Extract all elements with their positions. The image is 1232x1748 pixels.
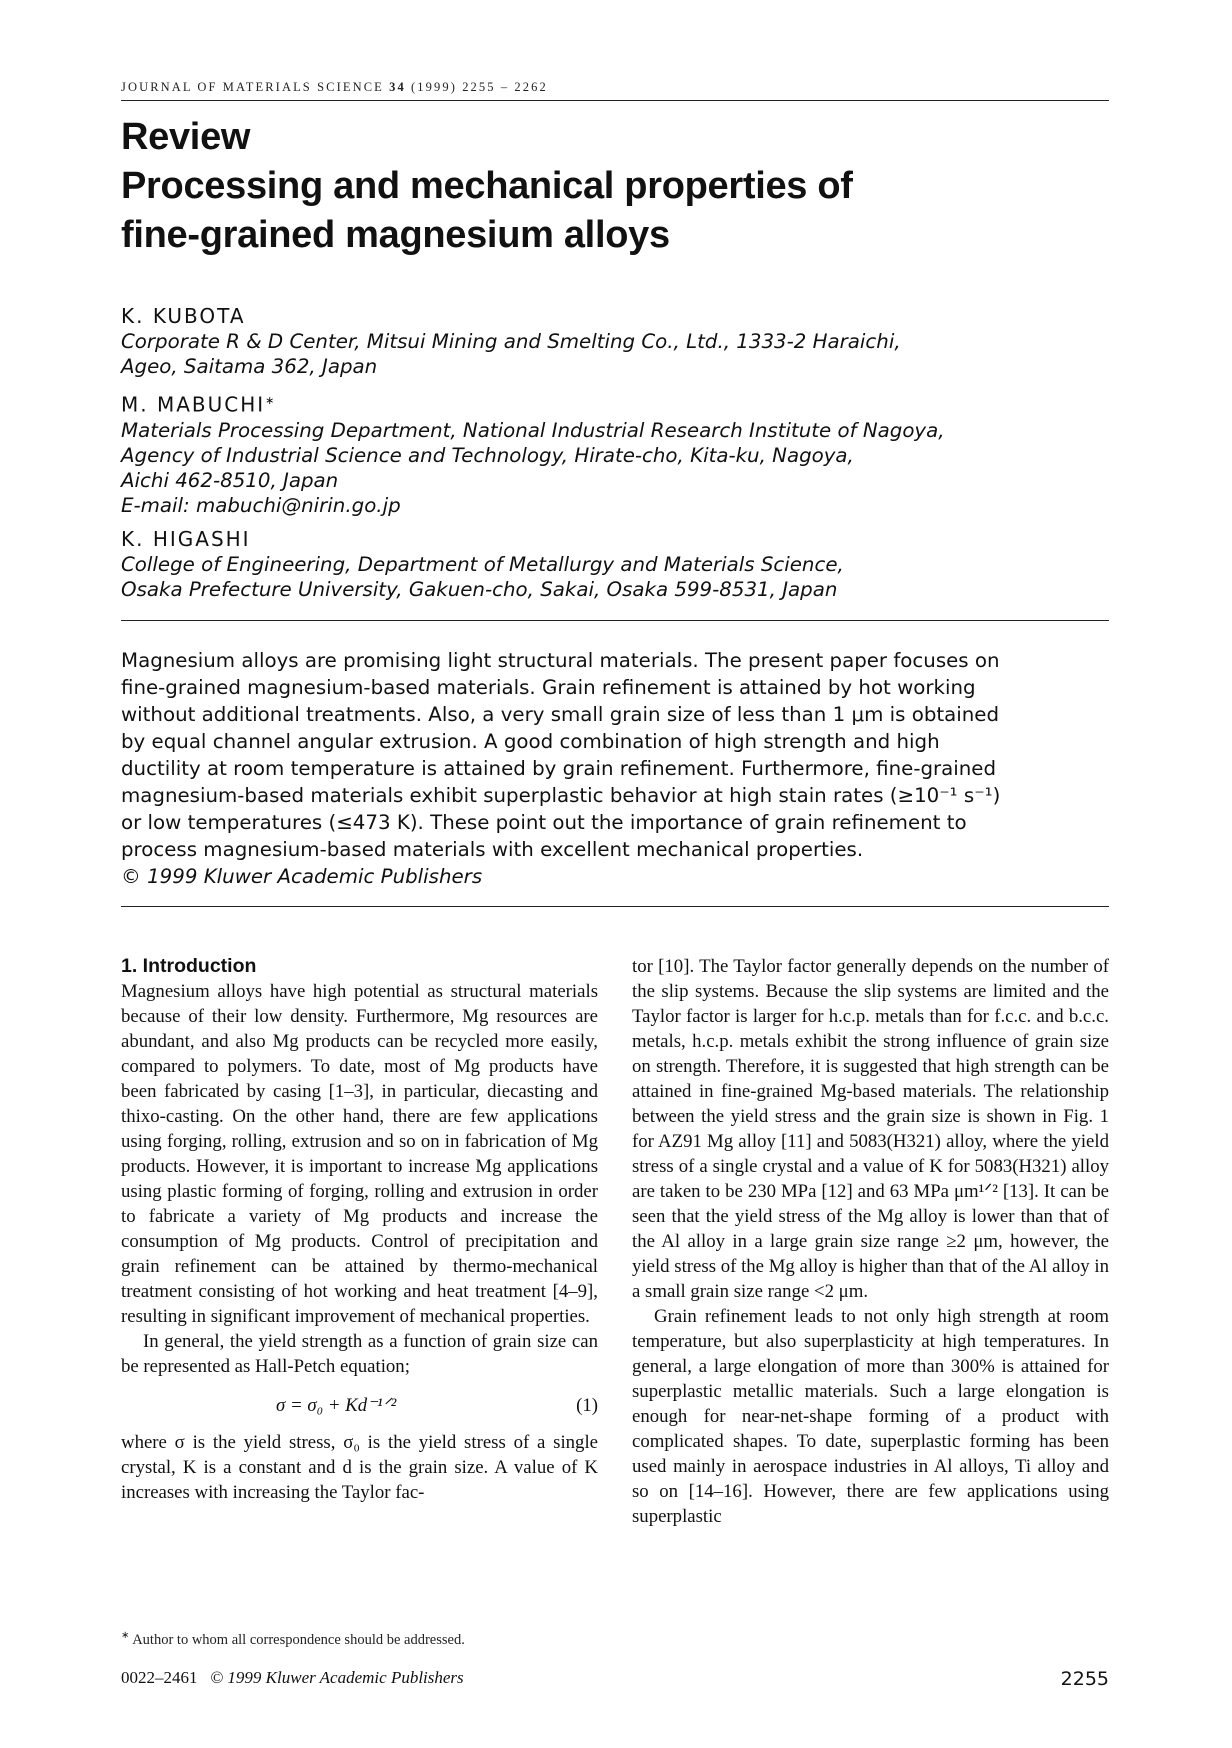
author-name: M. MABUCHI bbox=[121, 392, 266, 417]
abstract bbox=[121, 621, 1109, 906]
corresponding-author-mark: ∗ bbox=[265, 394, 275, 407]
abstract-line: by equal channel angular extrusion. A good combination of high strength and high bbox=[121, 729, 940, 753]
paragraph: Magnesium alloys have high potential as structural materials because of their low density. Furthermore, Mg resources are abundant, and also Mg products can be recycled more easily, compared to polymers. To date, most of Mg products have been fabricated by casing [1–3], in particular, diecasting and thixo-casting. On the other hand, there are few applications using forging, rolling, extrusion and so on in fabrication of Mg products. However, it is important to increase Mg applications using plastic forming of forging, rolling and extrusion in order to fabricate a variety of Mg products and increase the consumption of Mg products. Control of precipitation and grain refinement can be attained by thermo-mechanical treatment consisting of hot working and heat treatment [4–9], resulting in significant improvement of mechanical properties. bbox=[121, 980, 598, 1327]
abstract-line: magnesium-based materials exhibit superplastic behavior at high stain rates (≥10⁻¹ s⁻¹) bbox=[121, 783, 1001, 807]
section-heading: 1. Introduction bbox=[121, 954, 257, 977]
journal-year-pages: (1999) 2255 – 2262 bbox=[411, 80, 548, 94]
abstract-line: ductility at room temperature is attained by grain refinement. Furthermore, fine-grained bbox=[121, 756, 997, 780]
footer-publisher: © 1999 Kluwer Academic Publishers bbox=[210, 1668, 464, 1687]
affiliation-line: Ageo, Saitama 362, Japan bbox=[121, 355, 378, 378]
author-block bbox=[121, 527, 1109, 602]
equation bbox=[121, 1393, 598, 1418]
journal-volume: 34 bbox=[389, 80, 406, 94]
author-block bbox=[121, 304, 1109, 379]
paragraph: tor [10]. The Taylor factor generally depends on the number of the slip systems. Because the slip systems are limited and the Taylor factor is larger for h.c.p. metals than for f.c.c. and b.c.c. metals, h.c.p. metals exhibit the strong influence of grain size on strength. Therefore, it is suggested that high strength can be attained in fine-grained Mg-based materials. The relationship between the yield stress and the grain size is shown in Fig. 1 for AZ91 Mg alloy [11] and 5083(H321) alloy, where the yield stress of a single crystal and a value of K for 5083(H321) alloy are taken to be 230 MPa [12] and 63 MPa μm¹ᐟ² [13]. It can be seen that the yield stress of the Mg alloy is lower than that of the Al alloy in a large grain size range ≥2 μm, however, the yield stress of the Mg alloy is higher than that of the Al alloy in a small grain size range <2 μm. bbox=[632, 955, 1109, 1302]
abstract-copyright: © 1999 Kluwer Academic Publishers bbox=[121, 864, 483, 888]
article-title bbox=[121, 113, 1109, 260]
affiliation-line: College of Engineering, Department of Metallurgy and Materials Science, bbox=[121, 552, 844, 576]
author-block bbox=[121, 388, 1109, 518]
equation-formula: σ = σ₀ + Kd⁻¹ᐟ² bbox=[276, 1394, 397, 1416]
journal-name: JOURNAL OF MATERIALS SCIENCE bbox=[121, 80, 384, 94]
running-head bbox=[121, 80, 1109, 100]
title-line-1: Review bbox=[121, 116, 251, 158]
affiliation-line: Materials Processing Department, National Industrial Research Institute of Nagoya, bbox=[121, 418, 945, 442]
footer-left bbox=[121, 1668, 464, 1690]
abstract-line: Magnesium alloys are promising light structural materials. The present paper focuses on bbox=[121, 648, 1000, 672]
abstract-line: or low temperatures (≤473 K). These point out the importance of grain refinement to bbox=[121, 810, 967, 834]
page-footer bbox=[121, 1668, 1109, 1690]
affiliation-line: Aichi 462-8510, Japan bbox=[121, 468, 339, 492]
affiliation-line: Corporate R & D Center, Mitsui Mining and Smelting Co., Ltd., 1333-2 Haraichi, bbox=[121, 330, 901, 353]
right-column bbox=[632, 954, 1109, 1529]
issn: 0022–2461 bbox=[121, 1668, 198, 1687]
author-name: K. KUBOTA bbox=[121, 304, 246, 328]
paragraph: where σ is the yield stress, σ₀ is the yield stress of a single crystal, K is a constant and d is the grain size. A value of K increases with increasing the Taylor fac- bbox=[121, 1431, 598, 1503]
affiliation-line: Osaka Prefecture University, Gakuen-cho, Sakai, Osaka 599-8531, Japan bbox=[121, 577, 838, 601]
title-line-2: Processing and mechanical properties of bbox=[121, 165, 853, 207]
abstract-line: process magnesium-based materials with excellent mechanical properties. bbox=[121, 837, 864, 861]
footnote bbox=[121, 1630, 465, 1649]
equation-number: (1) bbox=[576, 1394, 598, 1416]
paragraph: Grain refinement leads to not only high strength at room temperature, but also superplasticity at high temperatures. In general, a large elongation of more than 300% is attained for superplastic metallic materials. Such a large elongation is enough for near-net-shape forming of a product with complicated shapes. To date, superplastic forming has been used mainly in aerospace industries in Al alloys, Ti alloy and so on [14–16]. However, there are few applications using superplastic bbox=[632, 1305, 1109, 1527]
paragraph: In general, the yield strength as a function of grain size can be represented as Hall-Petch equation; bbox=[121, 1330, 598, 1377]
page-number: 2255 bbox=[1060, 1668, 1109, 1690]
footnote-mark: ∗ bbox=[121, 1630, 130, 1641]
body-columns bbox=[121, 954, 1109, 1529]
abstract-bottom-rule bbox=[121, 906, 1109, 907]
title-line-3: fine-grained magnesium alloys bbox=[121, 214, 670, 256]
author-name-row bbox=[121, 388, 1109, 418]
footnote-text: Author to whom all correspondence should be addressed. bbox=[129, 1631, 465, 1648]
affiliation-line: Agency of Industrial Science and Technology, Hirate-cho, Kita-ku, Nagoya, bbox=[121, 443, 854, 467]
left-column bbox=[121, 954, 598, 1529]
author-email[interactable]: E-mail: mabuchi@nirin.go.jp bbox=[121, 493, 401, 517]
author-list bbox=[121, 304, 1109, 602]
author-name: K. HIGASHI bbox=[121, 526, 251, 551]
header-rule bbox=[121, 100, 1109, 101]
abstract-line: fine-grained magnesium-based materials. Grain refinement is attained by hot working bbox=[121, 675, 976, 699]
abstract-section bbox=[121, 620, 1109, 907]
abstract-line: without additional treatments. Also, a very small grain size of less than 1 μm is obtained bbox=[121, 702, 1000, 726]
article-page bbox=[121, 80, 1109, 1529]
